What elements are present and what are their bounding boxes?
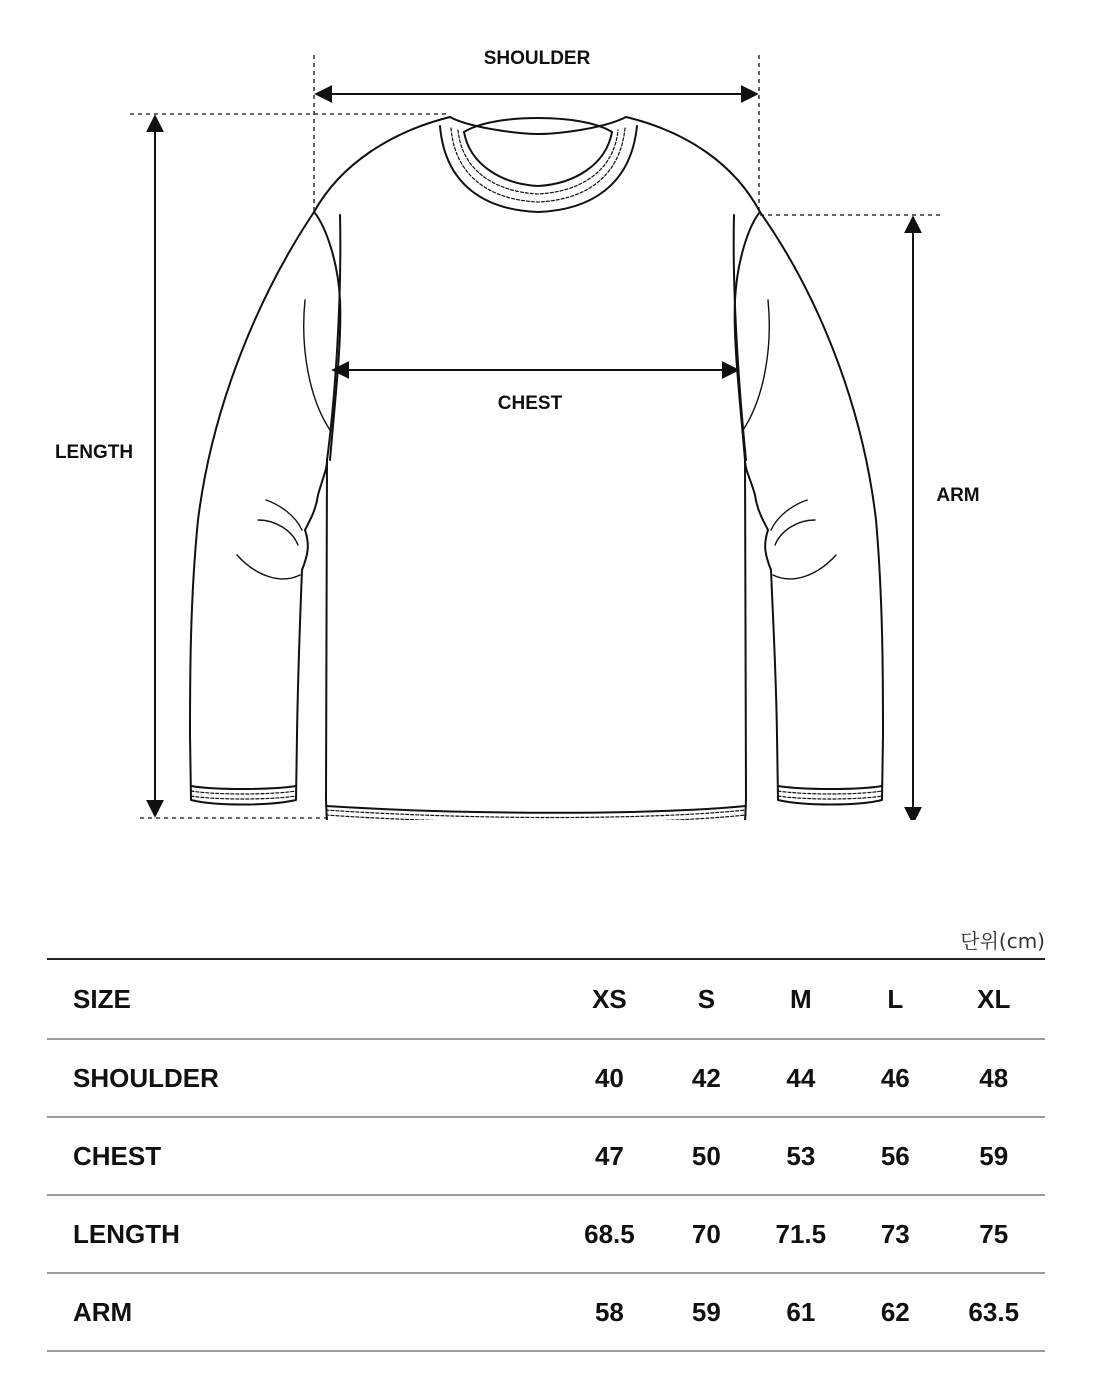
size-xl: XL	[977, 983, 1011, 1014]
shoulder-label: SHOULDER	[483, 48, 591, 69]
table-row-length	[47, 1195, 1045, 1273]
table-cell: 61	[786, 1296, 816, 1327]
size-table	[47, 958, 1045, 1352]
guide-lines	[130, 55, 940, 820]
table-header-row	[47, 959, 1045, 1039]
tshirt-outline	[190, 117, 883, 820]
arm-label: ARM	[936, 485, 980, 506]
table-cell: 68.5	[584, 1218, 635, 1249]
size-xs: XS	[592, 983, 627, 1014]
size-s: S	[697, 983, 716, 1014]
table-cell: 40	[594, 1062, 624, 1093]
table-cell: 42	[691, 1062, 721, 1093]
table-cell: 73	[880, 1218, 910, 1249]
table-cell: 71.5	[775, 1218, 827, 1249]
table-row-arm	[47, 1273, 1045, 1351]
table-cell: 63.5	[968, 1296, 1020, 1327]
row-label: CHEST	[73, 1140, 162, 1171]
table-cell: 50	[691, 1140, 721, 1171]
table-cell: 46	[880, 1062, 910, 1093]
table-cell: 56	[880, 1140, 910, 1171]
row-label: ARM	[73, 1296, 133, 1327]
table-cell: 48	[979, 1062, 1009, 1093]
table-cell: 44	[786, 1062, 816, 1093]
size-l: L	[887, 983, 904, 1014]
row-label: SHOULDER	[73, 1062, 219, 1093]
dimension-arrows	[155, 94, 913, 820]
header-label: SIZE	[73, 983, 131, 1014]
unit-label: 단위(cm)	[960, 929, 1045, 953]
chest-label: CHEST	[497, 393, 563, 414]
table-row-chest	[47, 1117, 1045, 1195]
table-cell: 47	[594, 1140, 624, 1171]
table-cell: 75	[979, 1218, 1009, 1249]
table-cell: 59	[691, 1296, 721, 1327]
row-label: LENGTH	[73, 1218, 180, 1249]
table-cell: 53	[786, 1140, 816, 1171]
table-row-shoulder	[47, 1039, 1045, 1117]
table-cell: 58	[594, 1296, 624, 1327]
size-m: M	[789, 983, 812, 1014]
table-cell: 70	[691, 1218, 721, 1249]
tshirt-illustration	[190, 117, 883, 820]
length-label: LENGTH	[54, 442, 134, 463]
table-cell: 59	[979, 1140, 1009, 1171]
table-cell: 62	[880, 1296, 910, 1327]
